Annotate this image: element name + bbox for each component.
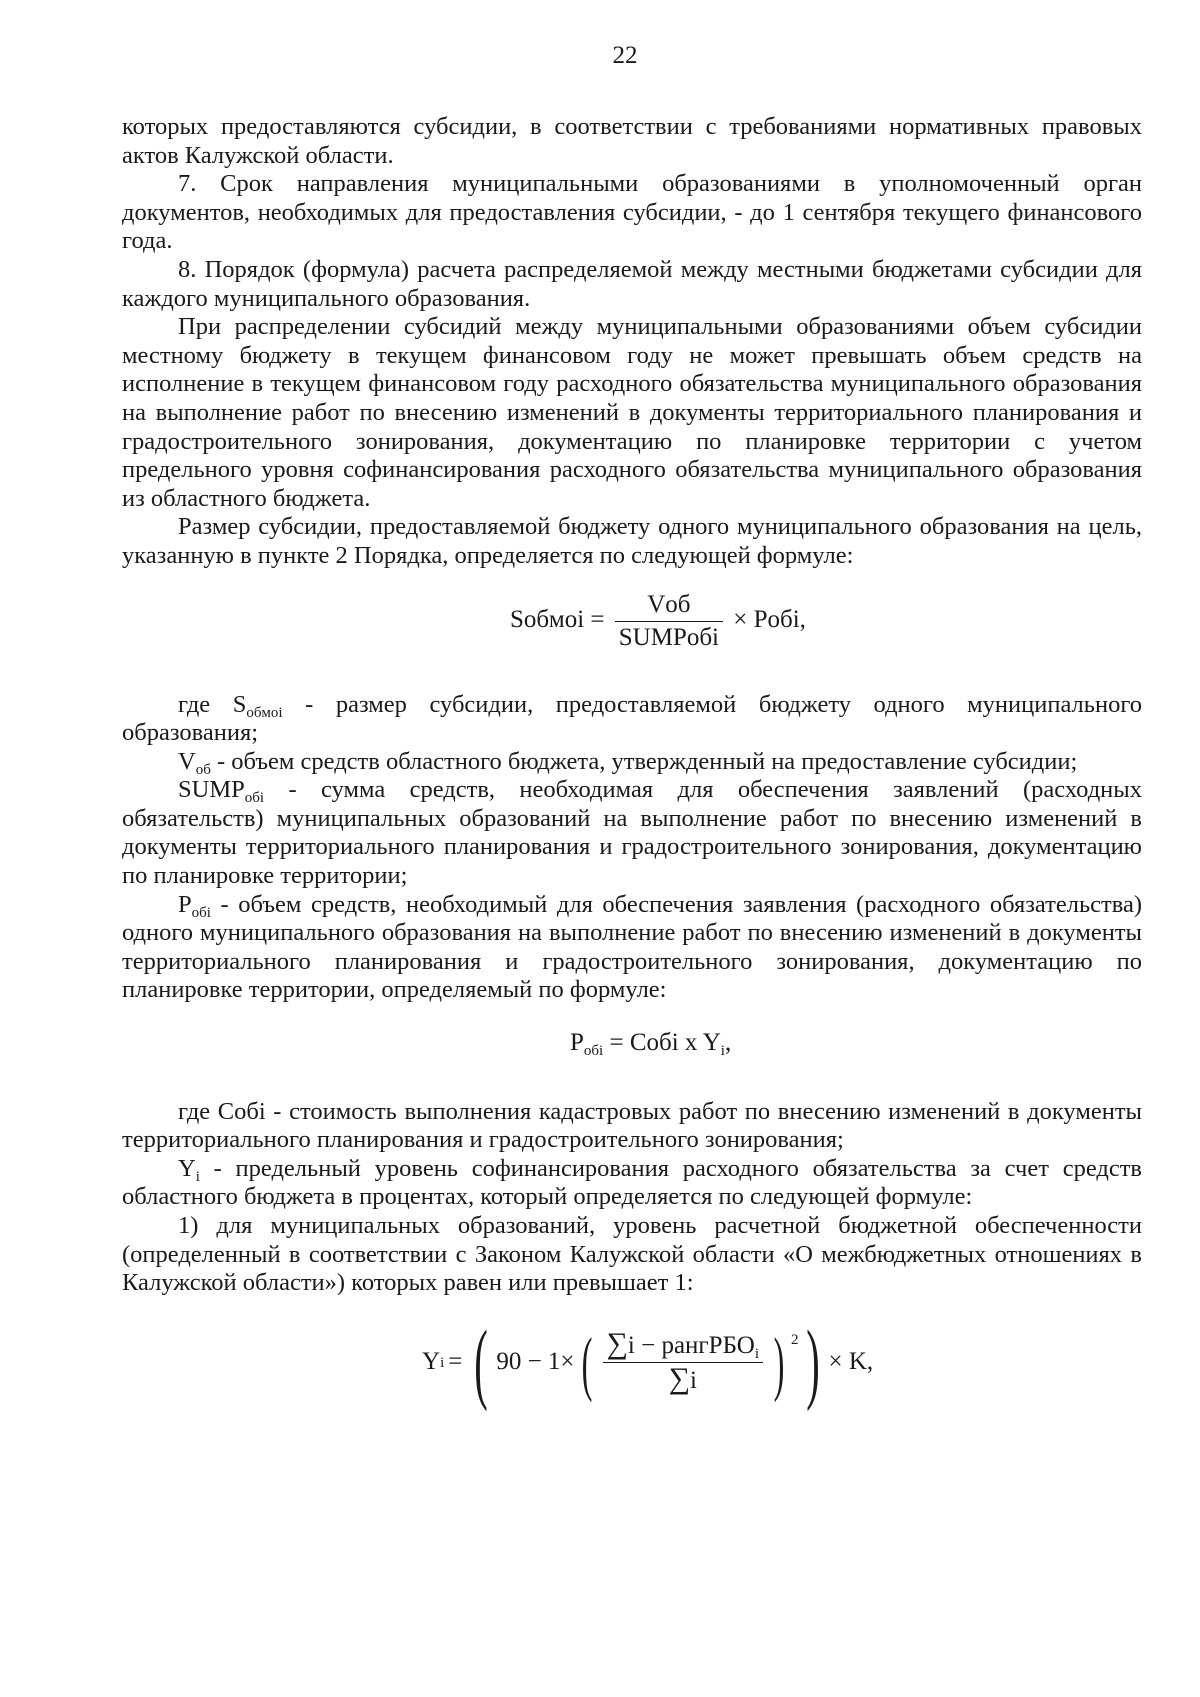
definition-v: $V_{об}$ - объем средств областного бюджета, утвержденный на предоставление субсидии;	[178, 747, 1078, 778]
paragraph-size: Размер субсидии, предоставляемой бюджету одного муниципального образования на цель, указанную в пункте 2 Порядка, определяется по следующей формуле:	[122, 513, 1142, 569]
definition-s: где $S_{обмоi}$ - размер субсидии, предоставляемой бюджету одного муниципального образования;	[122, 690, 1143, 747]
formula1-lhs: Sобмоi =	[510, 605, 605, 633]
definition-y: $Y_i$ - предельный уровень софинансирования расходного обязательства за счет средств областного бюджета в процентах, который определяется по следующей формуле:	[122, 1154, 1142, 1211]
formula-subsidy	[122, 571, 1142, 691]
paragraph-distribution: При распределении субсидий между муниципальными образованиями объем субсидии местному бюджету в текущем финансовом году не может превышать объем средств на исполнение в текущем финансовом году расходного обязательства муниципального образования на выполнение работ по внесению изменений в документы территориального планирования и градостроительного зонирования, документацию по планировке территории с учетом предельного уровня софинансирования расходного обязательства муниципального образования из областного бюджета.	[122, 313, 1142, 512]
formula-y: Y i = ( 90 − 1× ( $\frac{\sum i - рангРБО_i}{\sum i}$ ) $^2$ ) × K,	[422, 1312, 874, 1412]
formula1-numerator: Vоб	[615, 589, 723, 622]
formula-p: $P_{обi}$ = Cобi x $Y_i$,	[570, 1029, 732, 1060]
formula1-fraction	[615, 589, 723, 654]
paragraph-item-8: 8. Порядок (формула) расчета распределяемой между местными бюджетами субсидии для каждого муниципального образования.	[122, 255, 1142, 312]
paragraph-item-7: 7. Срок направления муниципальными образованиями в уполномоченный орган документов, необходимых для предоставления субсидии, - до 1 сентября текущего финансового года.	[122, 170, 1142, 255]
formula1-denominator: SUMPобi	[618, 623, 720, 651]
document-body	[122, 113, 1142, 1438]
paragraph-case-1: 1) для муниципальных образований, уровень расчетной бюджетной обеспеченности (определенный в соответствии с Законом Калужской области «О межбюджетных отношениях в Калужской области») которых равен или превышает 1:	[122, 1212, 1142, 1297]
formula3-fraction: $\frac{\sum i - рангРБО_i}{\sum i}$	[603, 1328, 763, 1397]
formula1-rhs: × Pобi,	[733, 605, 806, 633]
definition-sump: $SUMP_{обi}$ - сумма средств, необходимая для обеспечения заявлений (расходных обязательств) муниципальных образований на выполнение работ по внесению изменений в документы территориального планирования и градостроительного зонирования, документацию по планировке территории;	[122, 776, 1142, 890]
definition-p: $P_{обi}$ - объем средств, необходимый для обеспечения заявления (расходного обязательства) одного муниципального образования на выполнение работ по внесению изменений в документы территориального планирования и градостроительного зонирования, документацию по планировке территории, определяемый по формуле:	[122, 890, 1142, 1004]
paragraph-1: которых предоставляются субсидии, в соответствии с требованиями нормативных правовых актов Калужской области.	[122, 113, 1142, 169]
page-number: 22	[612, 42, 638, 69]
definition-c: где Cобi - стоимость выполнения кадастровых работ по внесению изменений в документы территориального планирования и градостроительного зонирования;	[122, 1097, 1142, 1154]
